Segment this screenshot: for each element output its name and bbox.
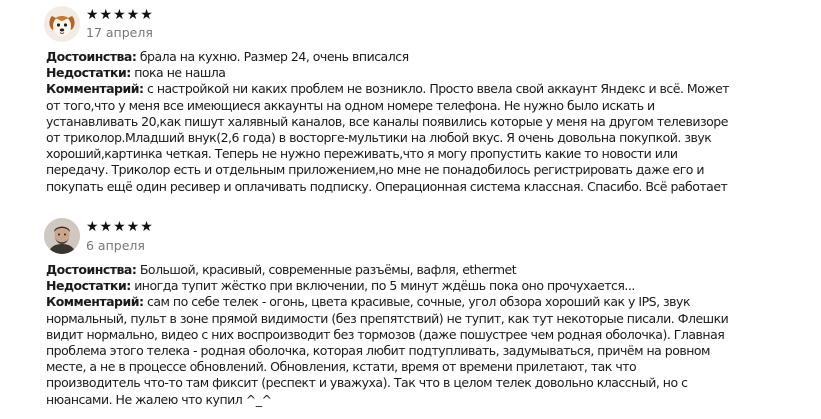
comment-text-line: проблема этого телека - родная оболочка, которая любит подтупливать, задумываться, причём на ровном [46,343,710,359]
pros-row [46,49,816,65]
cons-label: Недостатки: [46,278,131,294]
review-date: 17 апреля [86,25,153,40]
review-body [46,262,816,408]
man-avatar-icon[interactable] [44,218,80,254]
comment-text-line: нормальный, пульт в зоне прямой видимости (без препятствий) не тупит, как тут некоторые писали. Флешки [46,310,729,326]
cons-row [46,65,816,81]
cons-row [46,278,816,294]
comment-label: Комментарий: [46,294,144,310]
pros-label: Достоинства: [46,262,137,277]
comment-text-line: месте, а не в процессе обновлений. Обновления, кстати, время от времени прилетают, так что [46,359,637,375]
comment-row [46,294,816,310]
review-date: 6 апреля [86,238,145,253]
comment-label: Комментарий: [46,81,144,97]
pros-text: Большой, красивый, современные разъёмы, вафля, ethermet [139,262,517,277]
comment-text-line: от триколор.Младший внук(2,6 года) в восторге-мультики на любой вкус. Я очень довольна покупкой. звук [46,130,712,146]
comment-text-line: хороший,картинка четкая. Теперь не нужно переживать,что я могу пропустить какие то новости или [46,146,678,162]
rating-stars: ★★★★★ [86,219,154,235]
dog-avatar-icon[interactable] [44,6,80,42]
pros-row [46,262,816,278]
comment-text-line: передачу. Триколор есть и отдельным приложением,но мне не понадобилось регистрировать даже его и [46,162,705,178]
review-body [46,49,816,195]
pros-label: Достоинства: [46,49,137,64]
comment-text-line: сам по себе телек - огонь, цвета красивые, сочные, угол обзора хороший как у IPS, звук [146,294,690,310]
comment-text-line: устанавливать 20,как пишут халявный каналов, все каналы появились которые у меня на другом телевизоре [46,113,728,129]
comment-text-line: видит нормально, видео с них воспроизводит без тормозов (даже пошустрее чем родная оболочка). Главная [46,326,725,342]
rating-stars: ★★★★★ [86,7,154,23]
comment-row [46,81,816,97]
comment-text-line: с настройкой ни каких проблем не возникло. Просто ввела свой аккаунт Яндекс и всё. Может [146,81,730,97]
pros-text: брала на кухню. Размер 24, очень вписался [139,49,409,64]
cons-label: Недостатки: [46,65,131,81]
comment-text-line: покупать ещё один ресивер и оплачивать подписку. Операционная система классная. Спасибо. Всё работает [46,178,728,194]
cons-text: пока не нашла [134,65,226,81]
comment-text-line: нюансами. Не жалею что купил ^_^ [46,391,272,407]
comment-text-line: производитель что-то там фиксит (респект и уважуха). Так что в целом телек довольно классный, но с [46,375,688,391]
cons-text: иногда тупит жёстко при включении, по 5 минут ждёшь пока оно прочухается... [134,278,635,294]
comment-text-line: от того,что у меня все имеющиеся аккаунты на одном номере телефона. Не нужно было искать и [46,97,655,113]
